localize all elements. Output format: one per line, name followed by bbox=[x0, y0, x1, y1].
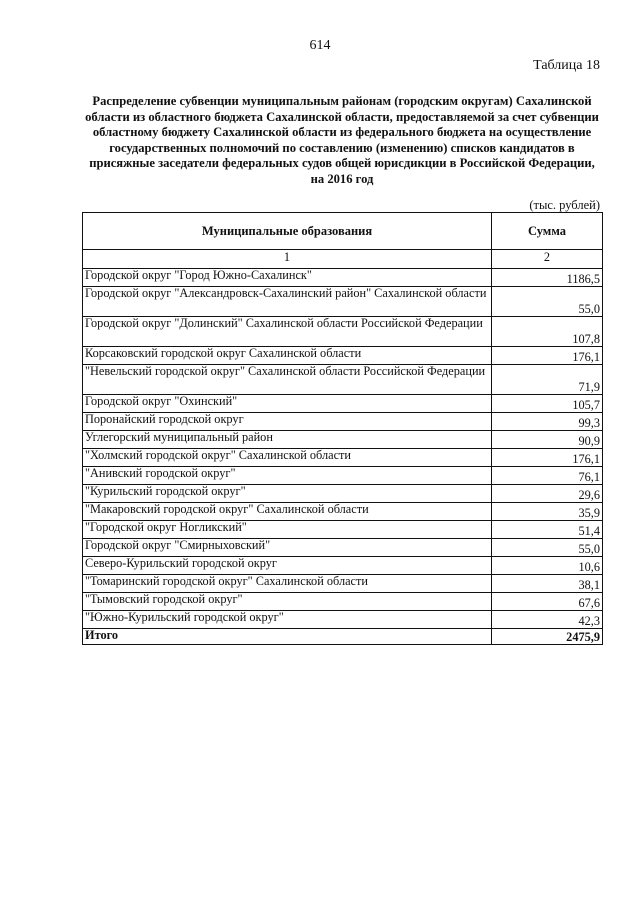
units-label: (тыс. рублей) bbox=[529, 198, 600, 212]
total-amount: 2475,9 bbox=[492, 629, 603, 645]
municipality-name: "Южно-Курильский городской округ" bbox=[83, 611, 492, 629]
municipality-name: Северо-Курильский городской округ bbox=[83, 557, 492, 575]
amount-value: 38,1 bbox=[492, 575, 603, 593]
table-row bbox=[83, 413, 603, 431]
municipality-name: Городской округ "Смирныховский" bbox=[83, 539, 492, 557]
column-number-row bbox=[83, 250, 603, 269]
amount-value: 42,3 bbox=[492, 611, 603, 629]
municipality-name: "Холмский городской округ" Сахалинской области bbox=[83, 449, 492, 467]
table-label: Таблица 18 bbox=[533, 58, 600, 73]
amount-value: 35,9 bbox=[492, 503, 603, 521]
amount-value: 10,6 bbox=[492, 557, 603, 575]
municipality-name: Углегорский муниципальный район bbox=[83, 431, 492, 449]
table-row bbox=[83, 467, 603, 485]
amount-value: 51,4 bbox=[492, 521, 603, 539]
table-row bbox=[83, 557, 603, 575]
table-row bbox=[83, 365, 603, 395]
amount-value: 176,1 bbox=[492, 347, 603, 365]
document-title: Распределение субвенции муниципальным районам (городским округам) Сахалинской области из областного бюджета Сахалинской области, предоставляемой за счет субвенции областному бюджету Сахалинской области из федерального бюджета на осуществление государственных полномочий по составлению (изменению) списков кандидатов в присяжные заседатели федеральных судов общей юрисдикции в Российской Федерации, на 2016 год bbox=[85, 94, 599, 186]
municipality-name: "Курильский городской округ" bbox=[83, 485, 492, 503]
table-row bbox=[83, 503, 603, 521]
municipality-name: "Городской округ Ногликский" bbox=[83, 521, 492, 539]
amount-value: 55,0 bbox=[492, 287, 603, 317]
municipality-name: "Невельский городской округ" Сахалинской области Российской Федерации bbox=[83, 365, 492, 395]
amount-value: 67,6 bbox=[492, 593, 603, 611]
table-row bbox=[83, 449, 603, 467]
table-row bbox=[83, 485, 603, 503]
municipality-name: "Анивский городской округ" bbox=[83, 467, 492, 485]
table-row bbox=[83, 395, 603, 413]
table-row bbox=[83, 521, 603, 539]
municipality-name: Корсаковский городской округ Сахалинской области bbox=[83, 347, 492, 365]
table-row bbox=[83, 317, 603, 347]
header-amount: Сумма bbox=[492, 213, 603, 250]
municipality-name: Городской округ "Александровск-Сахалинский район" Сахалинской области bbox=[83, 287, 492, 317]
municipality-name: Городской округ "Город Южно-Сахалинск" bbox=[83, 269, 492, 287]
table-row bbox=[83, 287, 603, 317]
table-row bbox=[83, 347, 603, 365]
header-municipality: Муниципальные образования bbox=[83, 213, 492, 250]
header-row bbox=[83, 213, 603, 250]
municipality-name: Городской округ "Охинский" bbox=[83, 395, 492, 413]
distribution-table bbox=[82, 212, 603, 645]
amount-value: 107,8 bbox=[492, 317, 603, 347]
amount-value: 29,6 bbox=[492, 485, 603, 503]
column-number-1: 1 bbox=[83, 250, 492, 269]
municipality-name: "Томаринский городской округ" Сахалинской области bbox=[83, 575, 492, 593]
table-row bbox=[83, 269, 603, 287]
amount-value: 76,1 bbox=[492, 467, 603, 485]
table-row bbox=[83, 539, 603, 557]
table-row bbox=[83, 575, 603, 593]
amount-value: 71,9 bbox=[492, 365, 603, 395]
municipality-name: "Тымовский городской округ" bbox=[83, 593, 492, 611]
table-row bbox=[83, 611, 603, 629]
municipality-name: "Макаровский городской округ" Сахалинской области bbox=[83, 503, 492, 521]
total-row bbox=[83, 629, 603, 645]
amount-value: 176,1 bbox=[492, 449, 603, 467]
column-number-2: 2 bbox=[492, 250, 603, 269]
municipality-name: Городской округ "Долинский" Сахалинской области Российской Федерации bbox=[83, 317, 492, 347]
amount-value: 1186,5 bbox=[492, 269, 603, 287]
amount-value: 90,9 bbox=[492, 431, 603, 449]
page-number: 614 bbox=[309, 38, 331, 53]
table-row bbox=[83, 593, 603, 611]
total-label: Итого bbox=[83, 629, 492, 645]
amount-value: 105,7 bbox=[492, 395, 603, 413]
table-row bbox=[83, 431, 603, 449]
amount-value: 99,3 bbox=[492, 413, 603, 431]
municipality-name: Поронайский городской округ bbox=[83, 413, 492, 431]
amount-value: 55,0 bbox=[492, 539, 603, 557]
